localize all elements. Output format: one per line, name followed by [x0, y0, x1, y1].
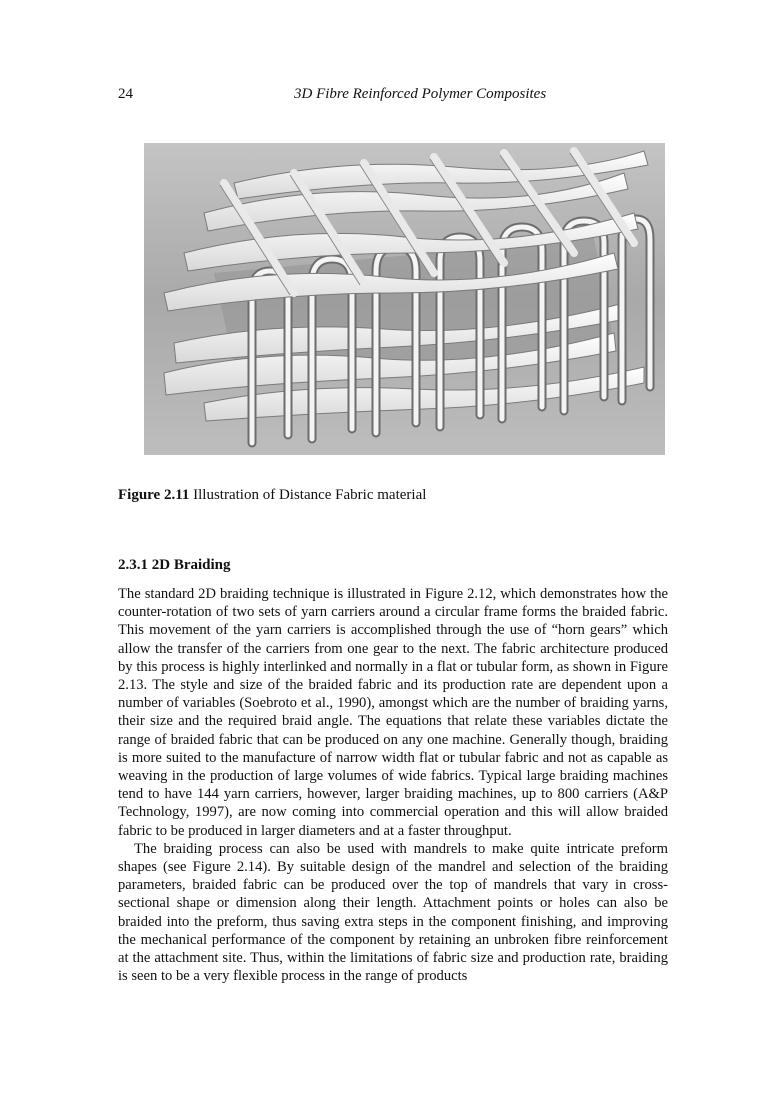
page-header [118, 86, 678, 108]
distance-fabric-figure [144, 143, 665, 455]
paragraph-1: The standard 2D braiding technique is illustrated in Figure 2.12, which demonstrates how the counter-rotation of two sets of yarn carriers around a circular frame forms the braided fabric. This movement of the yarn carriers is accomplished through the use of “horn gears” which allow the transfer of the carriers from one gear to the next. The fabric architecture produced by this process is highly interlinked and normally in a flat or tubular form, as shown in Figure 2.13. The style and size of the braided fabric and its production rate are dependent upon a number of variables (Soebroto et al., 1990), amongst which are the number of braiding yarns, their size and the required braid angle. The equations that relate these variables dictate the range of braided fabric that can be produced on any one machine. Generally though, braiding is more suited to the manufacture of narrow width flat or tubular fabric and not as capable as weaving in the production of large volumes of wide fabrics. Typical large braiding machines tend to have 144 yarn carriers, however, larger braiding machines, up to 800 carriers (A&P Technology, 1997), are now coming into commercial operation and this will allow braided fabric to be produced in larger diameters and at a faster throughput. [118, 586, 668, 839]
body-text [118, 585, 668, 985]
paragraph-2: The braiding process can also be used with mandrels to make quite intricate preform shapes (see Figure 2.14). By suitable design of the mandrel and selection of the braiding parameters, braided fabric can be produced over the top of mandrels that vary in cross-sectional shape or dimension along their length. Attachment points or holes can also be braided into the preform, thus saving extra steps in the component finishing, and improving the mechanical performance of the component by retaining an unbroken fibre reinforcement at the attachment site. Thus, within the limitations of fabric size and production rate, braiding is seen to be a very flexible process in the range of products [118, 840, 668, 985]
section-heading: 2.3.1 2D Braiding [118, 557, 231, 573]
running-title: 3D Fibre Reinforced Polymer Composites [294, 86, 547, 102]
figure-caption-text: Illustration of Distance Fabric material [189, 487, 427, 503]
page-number: 24 [118, 86, 133, 102]
distance-fabric-illustration [144, 143, 665, 455]
figure-caption [118, 487, 426, 504]
figure-caption-label: Figure 2.11 [118, 487, 190, 503]
